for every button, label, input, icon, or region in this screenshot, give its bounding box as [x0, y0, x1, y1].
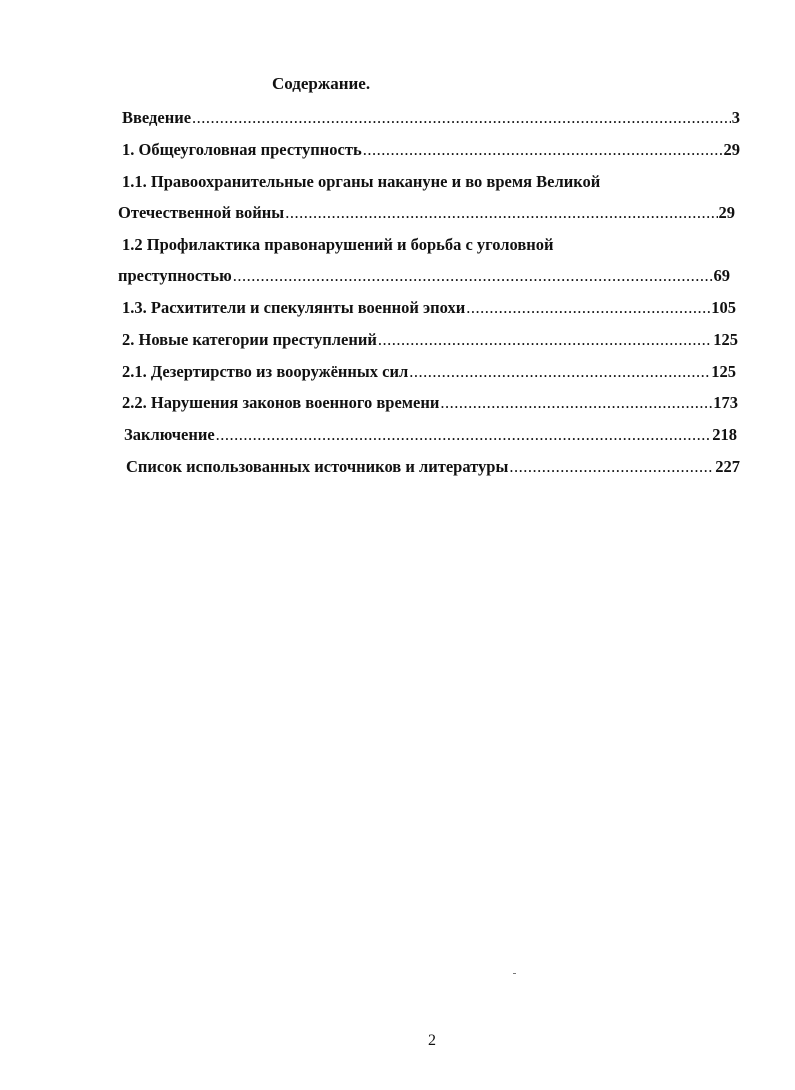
scan-speck: [513, 973, 516, 974]
dot-leader: [378, 330, 712, 350]
toc-entry-label: 2.2. Нарушения законов военного времени: [122, 393, 440, 412]
toc-entry-label: 1. Общеуголовная преступность: [122, 140, 362, 159]
dot-leader: [363, 140, 723, 160]
toc-page-number: 125: [711, 362, 736, 381]
dot-leader: [285, 203, 717, 223]
page-title: Содержание.: [272, 74, 371, 93]
toc-entry-1-1-line1[interactable]: 1.1. Правоохранительные органы накануне и во время Великой: [122, 172, 601, 191]
toc-entry-label: преступностью: [118, 266, 232, 285]
dot-leader: [233, 266, 713, 286]
toc-page-number: 125: [713, 330, 738, 349]
dot-leader: [466, 298, 710, 318]
toc-page-number: 227: [715, 457, 740, 476]
dot-leader: [440, 393, 712, 413]
toc-page-number: 29: [723, 140, 740, 159]
toc-entry-2-2[interactable]: [122, 393, 738, 413]
toc-entry-label: 2.1. Дезертирство из вооружённых сил: [122, 362, 409, 381]
toc-entry-bibliography[interactable]: [126, 457, 740, 477]
toc-entry-label: Заключение: [124, 425, 215, 444]
toc-entry-conclusion[interactable]: [124, 425, 737, 445]
dot-leader: [409, 362, 710, 382]
dot-leader: [509, 457, 714, 477]
toc-page-number: 105: [711, 298, 736, 317]
toc-entry-chapter-2[interactable]: [122, 330, 738, 350]
toc-entry-1-3[interactable]: [122, 298, 736, 318]
toc-entry-1-2[interactable]: [118, 266, 730, 286]
page-number: 2: [428, 1032, 436, 1049]
dot-leader: [216, 425, 712, 445]
dot-leader: [192, 108, 731, 128]
toc-page-number: 3: [731, 108, 740, 127]
toc-page-number: 69: [713, 266, 730, 285]
toc-entry-1-1[interactable]: [118, 203, 735, 223]
toc-entry-2-1[interactable]: [122, 362, 736, 382]
toc-entry-label: 1.3. Расхитители и спекулянты военной эпохи: [122, 298, 466, 317]
toc-entry-chapter-1[interactable]: [122, 140, 740, 160]
toc-entry-label: Введение: [122, 108, 192, 127]
toc-entry-introduction[interactable]: [122, 108, 740, 128]
toc-entry-label: 2. Новые категории преступлений: [122, 330, 377, 349]
toc-page-number: 173: [713, 393, 738, 412]
toc-entry-label: Список использованных источников и литературы: [126, 457, 509, 476]
toc-page-number: 29: [718, 203, 735, 222]
toc-page-number: 218: [712, 425, 737, 444]
toc-entry-1-2-line1[interactable]: 1.2 Профилактика правонарушений и борьба с уголовной: [122, 235, 554, 254]
toc-entry-label: Отечественной войны: [118, 203, 285, 222]
